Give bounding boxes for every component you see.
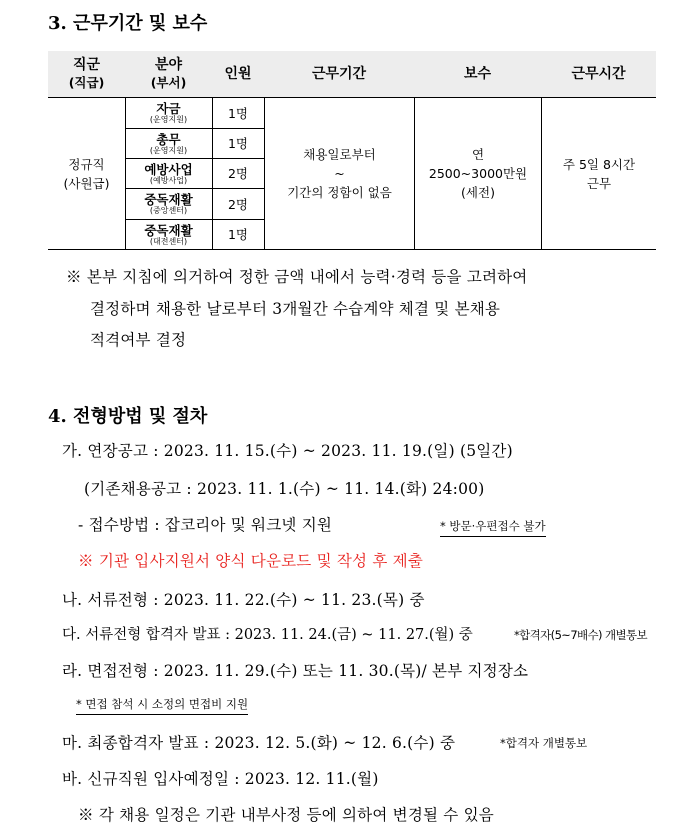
application-form-notice: ※ 기관 입사지원서 양식 다운로드 및 작성 후 제출	[78, 552, 424, 570]
header-position-label: 직군	[72, 57, 101, 73]
step-ma: 마. 최종합격자 발표 : 2023. 12. 5.(화) ~ 12. 6.(수) 중	[62, 734, 456, 752]
interview-fee-note: * 면접 참석 시 소정의 면접비 지원	[76, 696, 248, 715]
division-name: 총무	[156, 131, 181, 147]
step-ga: 가. 연장공고 : 2023. 11. 15.(수) ~ 2023. 11. 19.(일) (5일간)	[62, 442, 513, 460]
job-group-label: 정규직	[68, 156, 105, 172]
pay-line: 연	[471, 147, 485, 162]
hours-cell	[542, 98, 656, 249]
header-pay	[414, 51, 541, 97]
division-dept: (중앙센터)	[149, 206, 188, 215]
header-field	[125, 51, 212, 97]
section-3-heading: 3. 근무기간 및 보수	[48, 13, 208, 34]
division-count: 2명	[227, 166, 249, 181]
pay-line: 2500~3000만원	[428, 166, 528, 181]
header-position	[48, 51, 125, 97]
division-count: 2명	[227, 196, 249, 212]
division-count: 1명	[227, 136, 249, 151]
table-row	[125, 189, 212, 219]
section-4-heading: 4. 전형방법 및 절차	[48, 406, 208, 427]
step-da-note: *합격자(5~7배수) 개별통보	[514, 628, 648, 642]
job-group-sub: (사원급)	[63, 175, 110, 191]
job-group-cell	[48, 98, 125, 249]
salary-note-line2: 결정하며 채용한 날로부터 3개월간 수습계약 체결 및 본채용	[90, 300, 501, 318]
division-name: 자금	[156, 101, 181, 116]
table-row	[125, 98, 212, 128]
header-field-label: 분야	[154, 57, 183, 73]
schedule-change-note: ※ 각 채용 일정은 기관 내부사정 등에 의하여 변경될 수 있음	[78, 806, 494, 824]
hours-line: 근무	[586, 175, 612, 191]
division-dept: (운영지원)	[149, 115, 188, 124]
step-ra: 라. 면접전형 : 2023. 11. 29.(수) 또는 11. 30.(목)/ 본부 지정장소	[62, 662, 529, 680]
step-ba: 바. 신규직원 입사예정일 : 2023. 12. 11.(월)	[62, 770, 379, 788]
header-hours	[541, 51, 656, 97]
step-ga-previous: (기존채용공고 : 2023. 11. 1.(수) ~ 11. 14.(화) 24:00)	[84, 480, 485, 498]
pay-line: (세전)	[461, 185, 495, 200]
division-count: 1명	[227, 105, 249, 121]
table-row	[125, 129, 212, 158]
header-period-label: 근무기간	[311, 65, 367, 82]
division-count-cell	[212, 159, 264, 188]
step-da: 다. 서류전형 합격자 발표 : 2023. 11. 24.(금) ~ 11. 27.(월) 중	[62, 627, 473, 643]
division-count-cell	[212, 98, 264, 128]
division-count: 1명	[227, 227, 249, 242]
division-count-cell	[212, 189, 264, 219]
division-count-cell	[212, 129, 264, 158]
table-row	[125, 220, 212, 249]
header-count	[212, 51, 264, 97]
step-na: 나. 서류전형 : 2023. 11. 22.(수) ~ 11. 23.(목) 중	[62, 591, 425, 609]
period-cell	[265, 98, 414, 249]
visit-mail-not-allowed-note: * 방문·우편접수 불가	[440, 518, 546, 537]
division-dept: (예방사업)	[149, 175, 188, 185]
division-dept: (대전센터)	[149, 236, 188, 246]
header-period	[264, 51, 414, 97]
period-line: 채용일로부터	[303, 147, 376, 162]
division-name: 중독재활	[144, 222, 193, 238]
step-ma-note: *합격자 개별통보	[500, 736, 588, 750]
period-line: 기간의 정함이 없음	[287, 185, 392, 200]
header-position-sub: (직급)	[68, 75, 105, 90]
header-count-label: 인원	[224, 65, 252, 82]
division-name: 예방사업	[144, 161, 193, 177]
step-ga-method: - 접수방법 : 잡코리아 및 워크넷 지원	[78, 516, 333, 534]
table-row	[125, 159, 212, 188]
pay-cell	[415, 98, 541, 249]
period-line: ~	[334, 166, 345, 181]
division-name: 중독재활	[144, 192, 193, 207]
header-hours-label: 근무시간	[571, 65, 626, 82]
hours-line: 주 5일 8시간	[562, 156, 636, 172]
salary-note-line1: ※ 본부 지침에 의거하여 정한 금액 내에서 능력·경력 등을 고려하여	[66, 268, 528, 286]
work-period-table	[48, 51, 656, 250]
salary-note-line3: 적격여부 결정	[90, 331, 187, 349]
division-dept: (운영지원)	[149, 145, 188, 155]
header-pay-label: 보수	[463, 65, 492, 82]
header-field-sub: (부서)	[150, 75, 187, 90]
division-count-cell	[212, 220, 264, 249]
table-bottom-border	[48, 249, 656, 250]
